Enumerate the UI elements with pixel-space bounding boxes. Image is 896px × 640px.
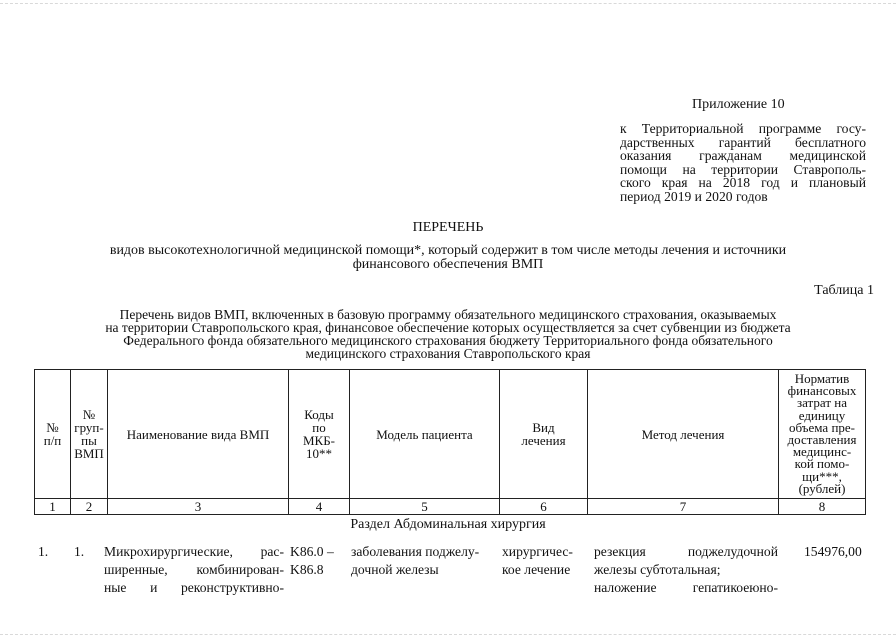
scan-edge-top — [0, 3, 896, 5]
appendix-reference — [620, 122, 866, 203]
header-text: затрат на — [796, 395, 847, 411]
column-number: 5 — [350, 499, 500, 515]
header-text: Норматив — [794, 370, 850, 386]
appendix-line: период 2019 и 2020 годов — [620, 188, 768, 204]
appendix-line: оказания гражданам медицинской — [620, 148, 866, 163]
row-cost: 154976,00 — [804, 544, 862, 559]
header-text: пы — [81, 433, 97, 448]
table-caption-line: медицинского страхования Ставропольского края — [305, 346, 591, 361]
header-text: Модель пациента — [376, 426, 473, 442]
header-cell-model — [350, 370, 500, 499]
row-text-line: ширенные, комбинирован- — [104, 562, 284, 577]
header-cell-cost — [779, 370, 866, 499]
header-text: единицу — [798, 407, 846, 423]
header-text: финансовых — [787, 383, 857, 399]
header-text: кой помо- — [794, 456, 850, 472]
table-caption-line: на территории Ставропольского края, финансовое обеспечение которых осуществляется за счет субвенции из бюджета — [105, 320, 791, 335]
row-treatment-type — [502, 543, 584, 579]
row-patient-model — [351, 543, 491, 579]
header-cell-codes — [289, 370, 350, 499]
row-text-line: кое лечение — [502, 562, 571, 577]
header-text: медицинс- — [792, 444, 852, 460]
header-cell-treatment — [500, 370, 588, 499]
row-text-line: Микрохирургические, рас- — [104, 544, 284, 559]
header-text: по — [312, 420, 326, 435]
row-text-line: K86.8 — [290, 562, 324, 577]
header-cell-num — [35, 370, 71, 499]
column-number: 3 — [108, 499, 289, 515]
section-title: Раздел Абдоминальная хирургия — [350, 517, 546, 532]
row-text-line: ные и реконструктивно- — [104, 580, 284, 595]
document-title: ПЕРЕЧЕНЬ — [412, 220, 484, 235]
table-caption-line: Перечень видов ВМП, включенных в базовую программу обязательного медицинского страхования, оказываемых — [119, 307, 777, 322]
appendix-line: ского края на 2018 год и плановый — [620, 175, 866, 190]
header-text: объема пре- — [789, 419, 855, 435]
header-cell-method — [588, 370, 779, 499]
header-text: лечения — [521, 433, 566, 448]
document-subtitle-line: финансового обеспечения ВМП — [352, 257, 544, 272]
row-group: 1. — [74, 544, 85, 559]
vmp-table — [34, 369, 866, 515]
appendix-line: дарственных гарантий бесплатного — [620, 134, 866, 150]
header-text: Наименование вида ВМП — [126, 426, 270, 442]
row-text-line: дочной железы — [351, 562, 439, 577]
column-number: 7 — [588, 499, 779, 515]
header-text: доставления — [787, 432, 857, 447]
row-text-line: наложение гепатикоеюно- — [594, 580, 778, 595]
header-text: 10** — [306, 446, 332, 461]
header-cell-group — [71, 370, 108, 499]
row-vmp-name — [104, 543, 284, 597]
column-number: 2 — [71, 499, 108, 515]
row-icd-codes — [290, 543, 346, 579]
header-cell-name — [108, 370, 289, 499]
header-text: Метод лечения — [641, 426, 725, 442]
header-text: груп- — [74, 420, 104, 435]
appendix-line: помощи на территории Ставрополь- — [620, 161, 866, 177]
header-text: щи***, — [802, 468, 842, 484]
row-text-line: железы субтотальная; — [594, 562, 721, 577]
column-number: 6 — [500, 499, 588, 515]
header-text: № — [82, 407, 96, 422]
scan-edge-bottom — [0, 634, 896, 636]
column-number-row — [35, 499, 866, 515]
column-number: 4 — [289, 499, 350, 515]
column-number: 8 — [779, 499, 866, 515]
header-text: Коды — [304, 407, 334, 422]
document-subtitle-line: видов высокотехнологичной медицинской помощи*, который содержит в том числе методы лечения и источники — [109, 243, 787, 258]
row-text-line: хирургичес- — [502, 544, 573, 559]
appendix-line: к Территориальной программе госу- — [620, 121, 866, 136]
header-text: Вид — [532, 420, 555, 435]
header-text: п/п — [43, 433, 62, 448]
header-text: № — [46, 420, 59, 435]
table-header-row — [35, 370, 866, 499]
row-text-line: заболевания поджелу- — [351, 544, 480, 559]
row-number: 1. — [38, 544, 49, 559]
row-treatment-method — [594, 543, 778, 597]
header-text: ВМП — [74, 446, 104, 461]
appendix-title: Приложение 10 — [692, 97, 785, 112]
header-text: (рублей) — [798, 480, 846, 496]
header-text: МКБ- — [302, 433, 336, 448]
table-label: Таблица 1 — [814, 283, 874, 298]
row-text-line: резекция поджелудочной — [594, 544, 778, 559]
table-caption-line: Федерального фонда обязательного медицинского страхования бюджету Территориального фонда обязательного — [123, 333, 773, 348]
row-text-line: K86.0 – — [290, 544, 334, 559]
column-number: 1 — [35, 499, 71, 515]
